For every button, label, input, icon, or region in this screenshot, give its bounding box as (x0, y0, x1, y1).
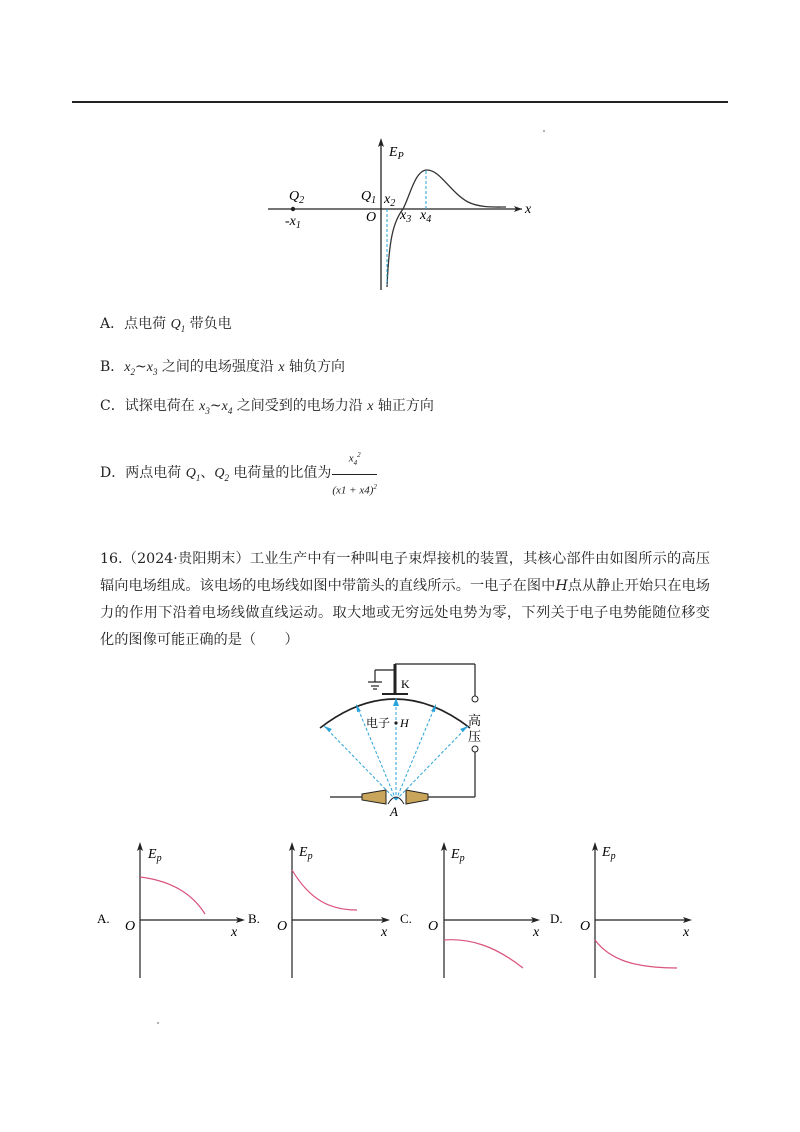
point-h (394, 721, 397, 724)
graph-a-option: A. (97, 911, 110, 926)
graph-c-ep-label: $E_p$ (451, 847, 465, 864)
ratio-fraction: $\frac{x_4^2}{(x1 + x4)^2}$ (332, 445, 377, 501)
option-d: D．两点电荷 $Q_1$、$Q_2$ 电荷量的比值为 $\frac{x_4^2}{(x1 + x4)^2}$ (100, 445, 377, 501)
speck (157, 1022, 159, 1024)
terminal-top (472, 696, 478, 702)
origin-label: O (366, 210, 377, 225)
x3-label: $x_3$ (400, 208, 412, 225)
x2-label: $x_2$ (384, 192, 396, 209)
anode-right (406, 790, 428, 804)
graph-b-ep-label: $E_p$ (299, 845, 313, 862)
graph-a-origin: O (125, 919, 136, 934)
header-rule (72, 101, 728, 103)
graph-c-origin: O (428, 919, 439, 934)
graph-d-option: D. (550, 911, 563, 926)
option-b: B．$x_2\sim x_3$ 之间的电场强度沿 x 轴负方向 (100, 359, 346, 377)
answer-graphs (95, 838, 715, 988)
graph-c-x-label: x (533, 925, 540, 940)
graph-b-x-label: x (381, 925, 388, 940)
speck (543, 130, 545, 132)
welder-figure (310, 660, 500, 820)
ep-axis-label: $E_P$ (389, 145, 404, 162)
graph-b-origin: O (277, 919, 288, 934)
option-a: A．点电荷 $Q_1$ 带负电 (100, 316, 232, 334)
terminal-bottom (472, 746, 478, 752)
electron-label: 电子 (366, 716, 391, 730)
neg-x1-label: $-x_1$ (285, 214, 301, 231)
graph-d (550, 842, 692, 978)
graph-d-ep-label: $E_p$ (602, 845, 616, 862)
h-label: H (400, 716, 409, 730)
ep-x-figure (260, 130, 540, 295)
graph-c-curve (444, 940, 523, 968)
graph-a (97, 842, 245, 978)
ep-curve (387, 170, 506, 287)
k-label: K (401, 677, 410, 691)
q2-point (291, 207, 295, 211)
a-label: A (390, 804, 398, 819)
graph-b-curve (292, 870, 357, 910)
graph-d-x-label: x (683, 925, 690, 940)
q1-label: $Q_1$ (361, 189, 377, 206)
graph-b (248, 842, 390, 978)
anode-left (362, 790, 386, 804)
option-c: C．试探电荷在 $x_3\sim x_4$ 之间受到的电场力沿 x 轴正方向 (100, 398, 434, 416)
q2-label: $Q_2$ (289, 189, 305, 206)
x4-label: $x_4$ (420, 208, 432, 225)
graph-d-curve (595, 940, 677, 968)
hv-label-2: 压 (468, 729, 482, 744)
x-axis-label: x (525, 202, 532, 217)
question-16-text: 16.（2024·贵阳期末）工业生产中有一种叫电子束焊接机的装置，其核心部件由如图所示的高压辐向电场组成。该电场的电场线如图中带箭头的直线所示。一电子在图中H点从静止开始只在电场力的作用下沿着电场线做直线运动。取大地或无穷远处电势为零，下列关于电子电势能随位移变化的图像可能正确的是（ ） (100, 551, 710, 648)
hv-label-1: 高 (468, 713, 482, 728)
graph-a-ep-label: $E_p$ (148, 847, 162, 864)
graph-b-option: B. (248, 911, 260, 926)
graph-d-origin: O (580, 919, 591, 934)
graph-a-x-label: x (231, 925, 238, 940)
graph-c-option: C. (400, 911, 412, 926)
graph-c (400, 842, 540, 978)
graph-a-curve (140, 877, 205, 914)
